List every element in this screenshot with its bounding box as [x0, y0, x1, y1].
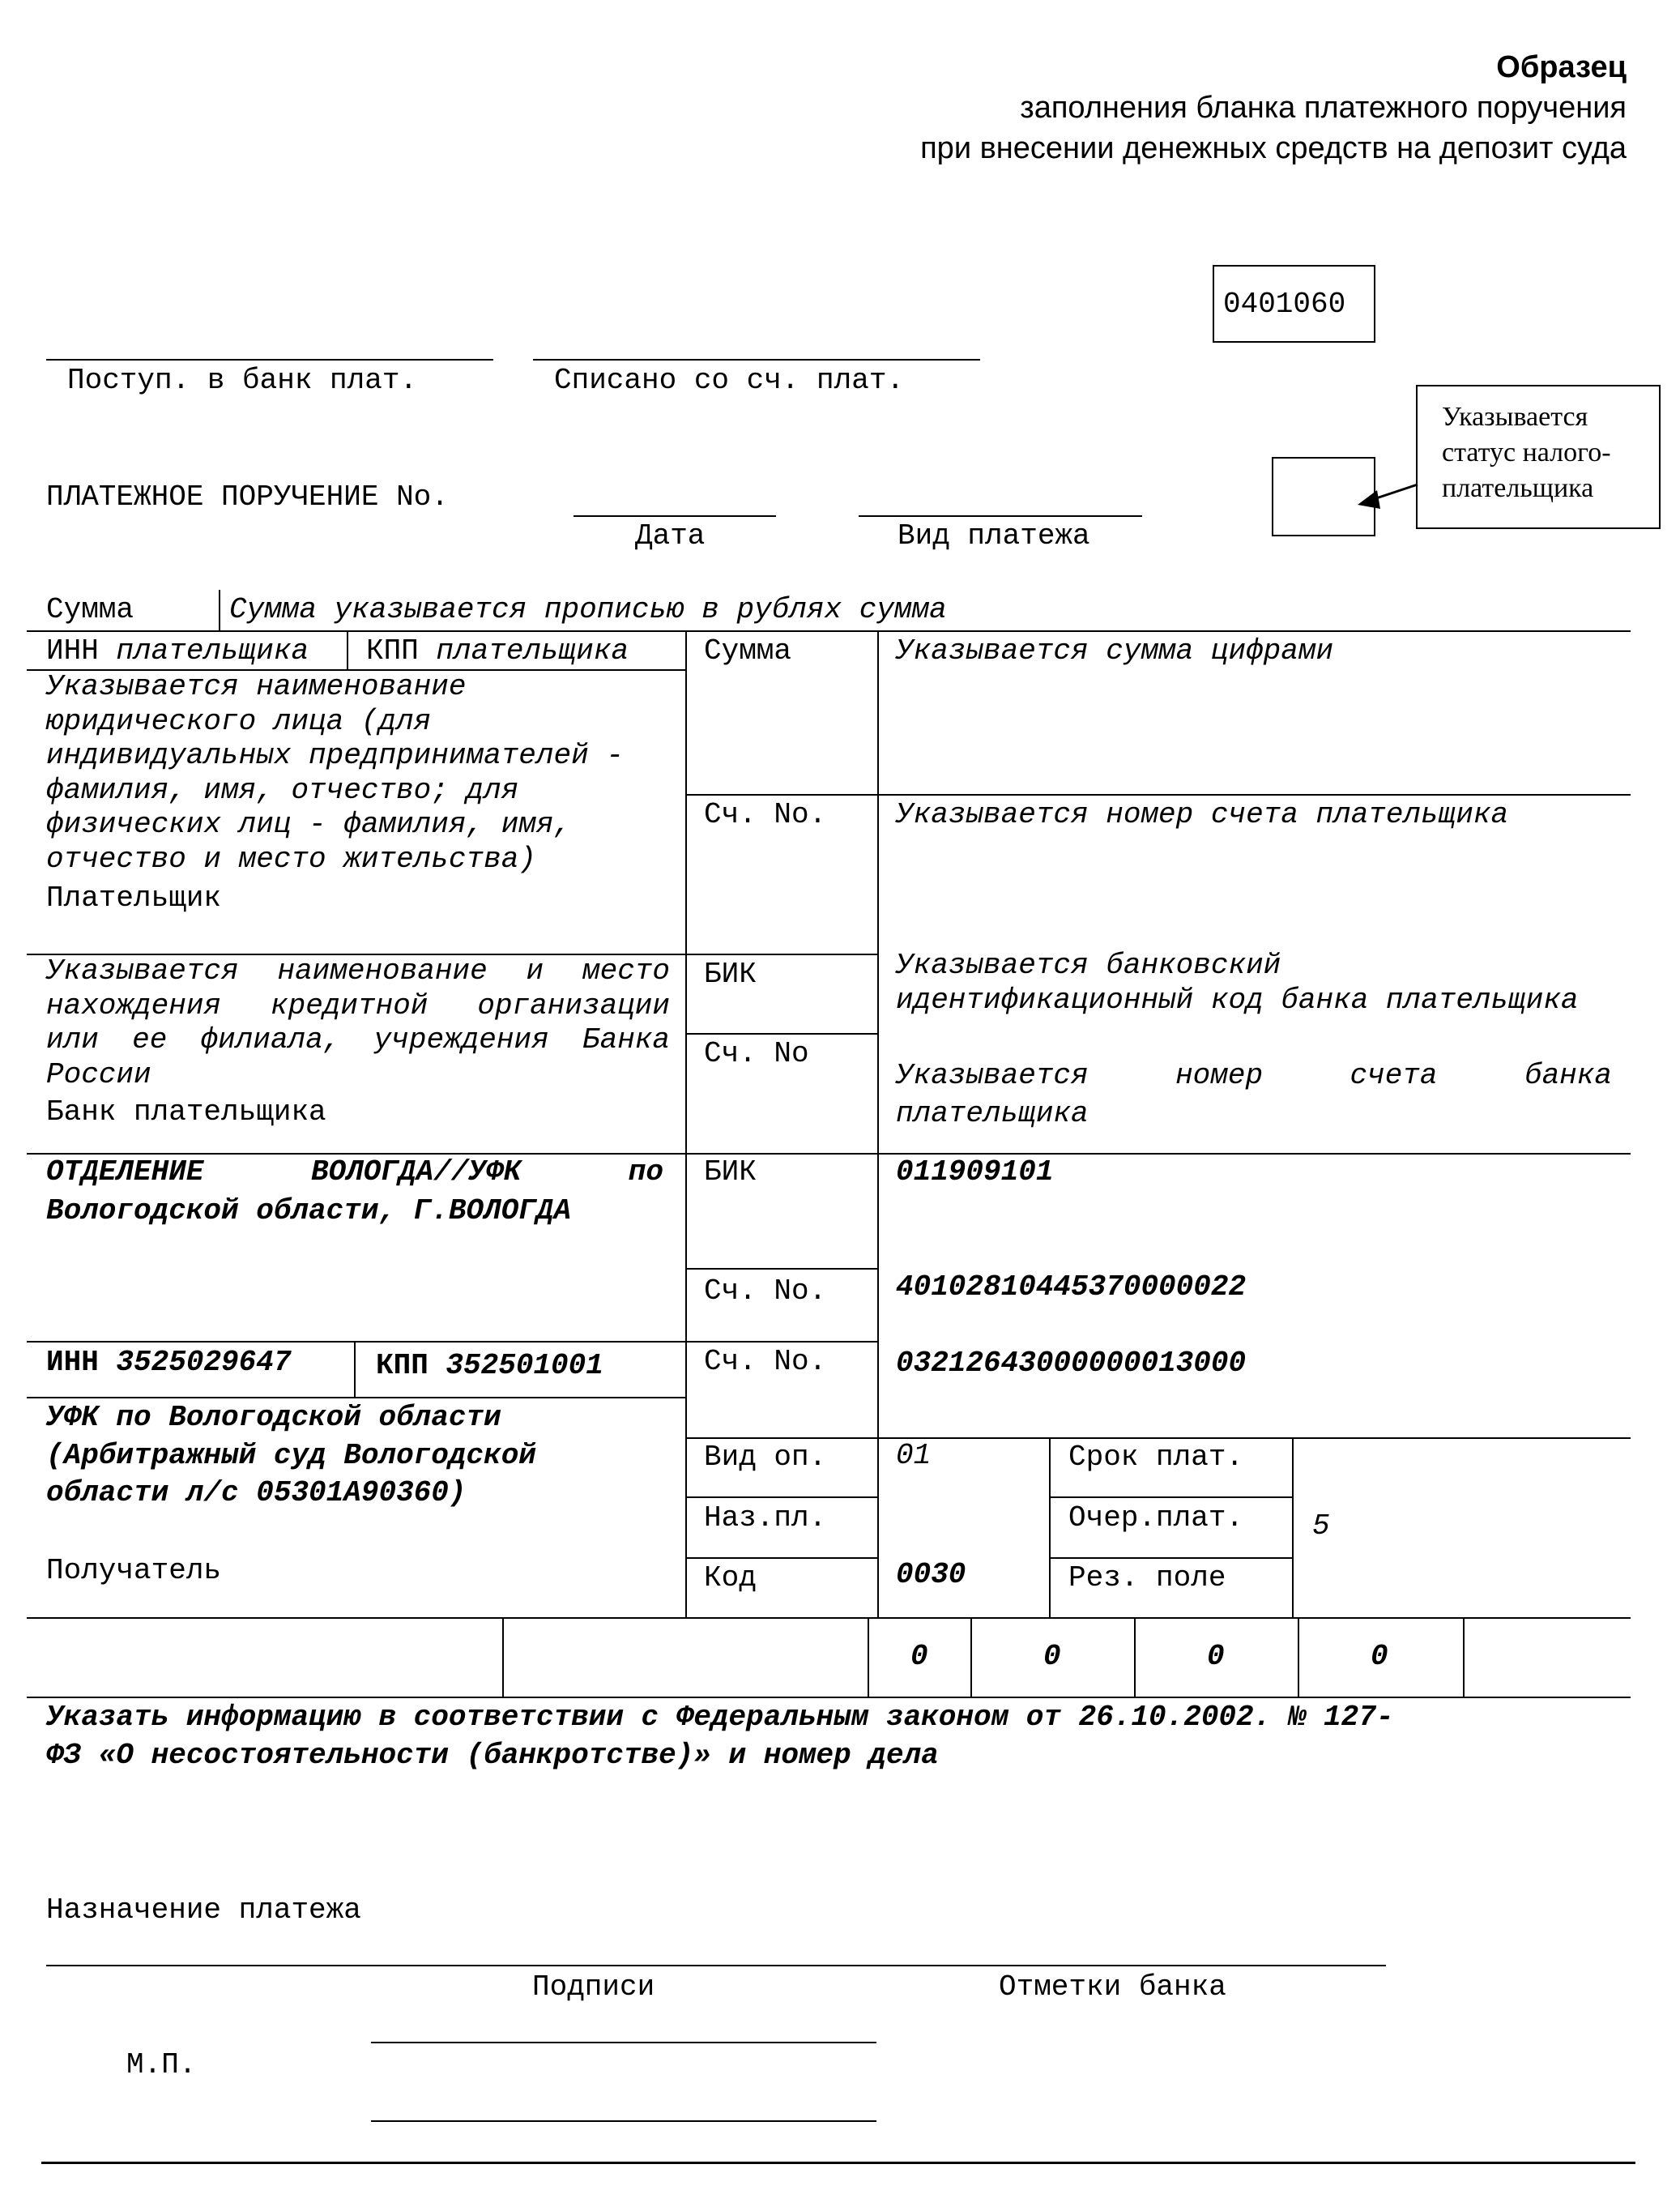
purpose-underline	[46, 1965, 1386, 1966]
payer-desc-4: фамилия, имя, отчество; для	[46, 774, 519, 807]
operation-topline	[685, 1437, 1631, 1439]
order-title: ПЛАТЕЖНОЕ ПОРУЧЕНИЕ No.	[46, 480, 449, 514]
vid-op-label: Вид оп.	[704, 1441, 827, 1474]
recipient-inn-kpp-divider	[354, 1341, 356, 1397]
payer-bank-account-value-2: плательщика	[896, 1097, 1089, 1130]
payer-bank-account-value-1: Указывается номер счета банка	[896, 1059, 1612, 1092]
recipient-bank-name-2: Вологодской области, Г.ВОЛОГДА	[46, 1194, 572, 1227]
operation-row-line-1	[685, 1496, 877, 1498]
tax-cell-1: 0	[910, 1640, 928, 1673]
payer-bank-bik-label: БИК	[704, 958, 757, 991]
payer-kpp-label	[366, 634, 629, 668]
payer-kpp-value: плательщика	[436, 634, 629, 668]
recipient-inn	[46, 1346, 291, 1380]
payer-bank-desc-3: или ее филиала, учреждения Банка	[46, 1023, 670, 1057]
tax-row-bottomline	[27, 1697, 1631, 1698]
vid-op-value: 01	[896, 1439, 932, 1472]
recipient-name-3: области л/с 05301А90360)	[46, 1476, 467, 1509]
ocher-label: Очер.плат.	[1068, 1501, 1244, 1535]
recipient-bank-account-label: Сч. No.	[704, 1274, 827, 1308]
kod-value: 0030	[896, 1558, 966, 1591]
payer-inn-value: плательщика	[116, 634, 309, 668]
tax-col-2	[868, 1617, 869, 1697]
recipient-kpp-value: 352501001	[446, 1349, 603, 1382]
stamp-label: М.П.	[126, 2048, 197, 2081]
recipient-bank-topline	[27, 1153, 1631, 1155]
tax-row-topline	[27, 1617, 1631, 1619]
payer-desc-6: отчество и место жительства)	[46, 843, 536, 876]
payment-type-line	[859, 515, 1142, 517]
order-number-line	[574, 515, 776, 517]
payer-inn-label	[46, 634, 309, 668]
payer-sum-label: Сумма	[704, 634, 792, 668]
col-line-left	[685, 630, 687, 1617]
tax-col-4	[1134, 1617, 1136, 1697]
signature-line-2	[371, 2120, 876, 2122]
payer-bank-desc-1: Указывается наименование и место	[46, 954, 670, 988]
payer-account-value: Указывается номер счета плательщика	[896, 798, 1509, 831]
recipient-inn-underline	[27, 1397, 685, 1398]
recipient-bank-name-1: ОТДЕЛЕНИЕ ВОЛОГДА//УФК по	[46, 1155, 663, 1189]
sum-words-divider	[219, 590, 220, 630]
tax-cell-4: 0	[1371, 1640, 1388, 1673]
payer-inn-label-text: ИНН	[46, 634, 99, 668]
recipient-bank-bik-value: 011909101	[896, 1155, 1054, 1189]
sum-words-value: Сумма указывается прописью в рублях сумма	[229, 593, 947, 626]
tax-col-5	[1298, 1617, 1299, 1697]
operation-row-line-2	[685, 1557, 877, 1559]
signature-line-1	[371, 2042, 876, 2043]
recipient-bank-bik-label: БИК	[704, 1155, 757, 1189]
header-line1: заполнения бланка платежного поручения	[1020, 91, 1627, 125]
payer-account-label: Сч. No.	[704, 798, 827, 831]
srok-label: Срок плат.	[1068, 1441, 1244, 1474]
purpose-line-1: Указать информацию в соответствии с Федеральным законом от 26.10.2002. № 127-	[46, 1701, 1394, 1734]
recipient-name-1: УФК по Вологодской области	[46, 1401, 501, 1434]
form-code: 0401060	[1223, 288, 1346, 321]
tax-col-3	[970, 1617, 972, 1697]
signatures-label: Подписи	[532, 1970, 655, 2004]
callout-line1: Указывается	[1442, 402, 1588, 432]
tax-cell-2: 0	[1043, 1640, 1061, 1673]
payer-bank-account-label: Сч. No	[704, 1037, 809, 1070]
recipient-inn-value: 3525029647	[116, 1346, 292, 1379]
payer-desc-1: Указывается наименование	[46, 670, 467, 703]
payer-desc-3: индивидуальных предпринимателей -	[46, 739, 624, 772]
payer-bank-desc-2: нахождения кредитной организации	[46, 989, 670, 1022]
bank-marks-label: Отметки банка	[999, 1970, 1226, 2004]
row-line-top	[27, 630, 1631, 632]
payer-bank-desc-4: России	[46, 1058, 151, 1091]
payer-status-box	[1272, 457, 1375, 536]
sum-words-label: Сумма	[46, 593, 134, 626]
naz-pl-label: Наз.пл.	[704, 1501, 827, 1535]
callout-line3: плательщика	[1442, 473, 1594, 503]
operation-row-line-2b	[1049, 1557, 1292, 1559]
payer-desc-2: юридического лица (для	[46, 705, 432, 738]
debited-line	[533, 359, 980, 361]
kod-label: Код	[704, 1561, 757, 1594]
recipient-account-value: 03212643000000013000	[896, 1347, 1247, 1380]
col-line-mid	[877, 630, 879, 1617]
recipient-inn-label: ИНН	[46, 1346, 99, 1379]
inn-kpp-divider	[347, 630, 348, 669]
recipient-kpp	[376, 1349, 603, 1383]
header-line2: при внесении денежных средств на депозит суда	[920, 131, 1627, 165]
recipient-bank-account-value: 40102810445370000022	[896, 1270, 1247, 1304]
tax-cell-3: 0	[1207, 1640, 1225, 1673]
recipient-label: Получатель	[46, 1554, 222, 1587]
page-bottom-line	[41, 2162, 1635, 2164]
sum-account-line	[685, 794, 1631, 796]
received-label: Поступ. в банк плат.	[67, 364, 418, 397]
operation-col-value	[1292, 1437, 1294, 1617]
rez-label: Рез. поле	[1068, 1561, 1226, 1594]
date-label: Дата	[635, 519, 706, 553]
recipient-kpp-label: КПП	[376, 1349, 429, 1382]
payer-bank-bik-value-1: Указывается банковский	[896, 949, 1281, 982]
received-line	[46, 359, 493, 361]
payer-desc-5: физических лиц - фамилия, имя,	[46, 808, 572, 841]
tax-col-1	[502, 1617, 504, 1697]
payer-sum-value: Указывается сумма цифрами	[896, 634, 1334, 668]
payment-type-label: Вид платежа	[898, 519, 1090, 553]
purpose-label: Назначение платежа	[46, 1893, 361, 1927]
debited-label: Списано со сч. плат.	[554, 364, 905, 397]
recipient-account-label: Сч. No.	[704, 1345, 827, 1378]
payer-bank-bik-value-2: идентификационный код банка плательщика	[896, 984, 1579, 1017]
payer-bank-label: Банк плательщика	[46, 1095, 326, 1129]
payer-label: Плательщик	[46, 882, 222, 915]
recipient-topline	[27, 1341, 877, 1343]
payer-bank-bik-line	[685, 1033, 877, 1035]
tax-col-6	[1463, 1617, 1465, 1697]
ocher-value: 5	[1312, 1509, 1330, 1543]
recipient-bank-bik-line	[685, 1268, 877, 1270]
payer-kpp-label-text: КПП	[366, 634, 419, 668]
operation-col-srok	[1049, 1437, 1051, 1617]
callout-line2: статус налого-	[1442, 438, 1611, 467]
header-title: Образец	[1496, 50, 1627, 84]
operation-row-line-1b	[1049, 1496, 1292, 1498]
recipient-name-2: (Арбитражный суд Вологодской	[46, 1439, 536, 1472]
purpose-line-2: ФЗ «О несостоятельности (банкротстве)» и номер дела	[46, 1739, 939, 1772]
